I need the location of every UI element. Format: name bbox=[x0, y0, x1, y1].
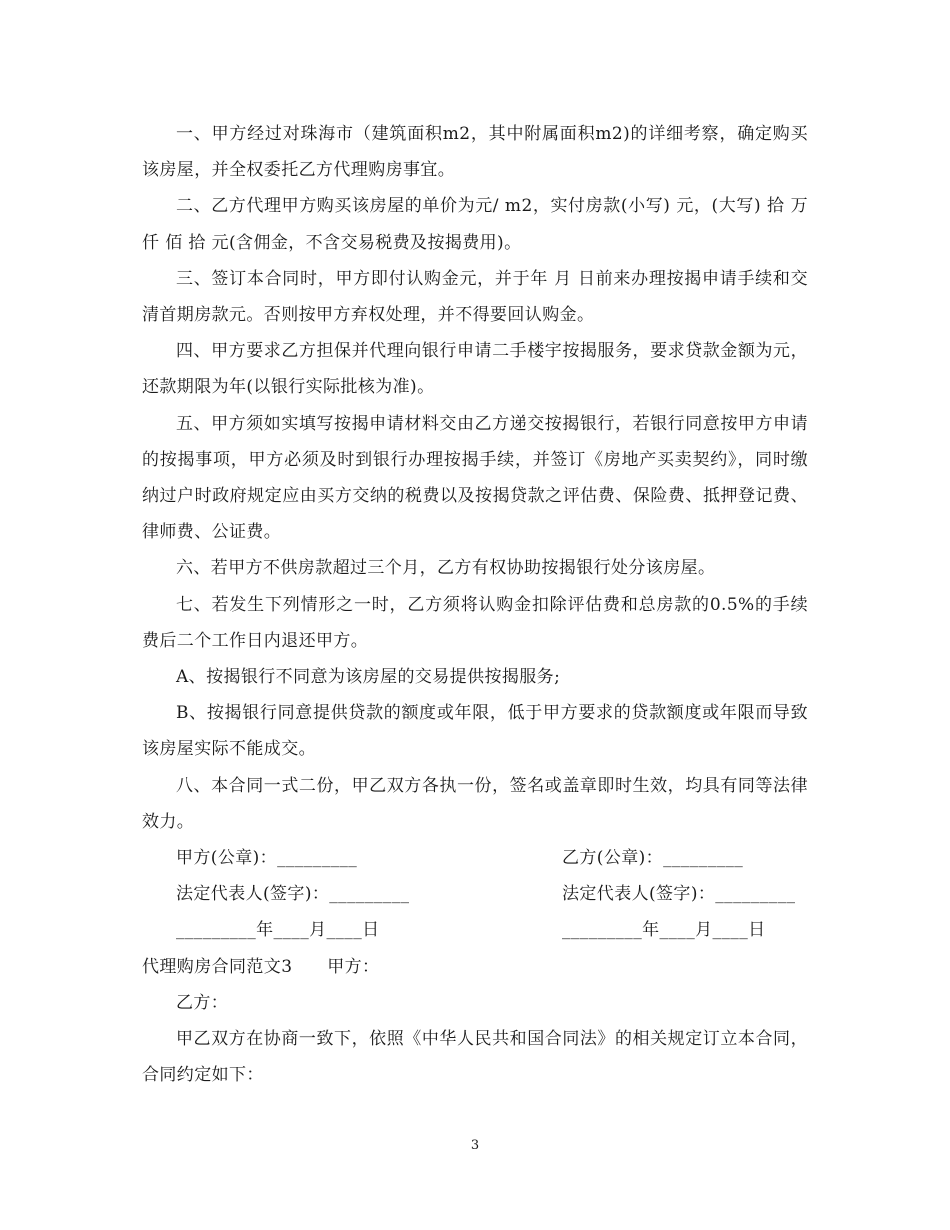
clause-8: 八、本合同一式二份，甲乙双方各执一份，签名或盖章即时生效，均具有同等法律效力。 bbox=[142, 775, 808, 832]
party-a-seal-field: 甲方(公章)：_________ bbox=[176, 848, 358, 869]
clause-3: 三、签订本合同时，甲方即付认购金元，并于年 月 日前来办理按揭申请手续和交清首期房款元。否则按甲方弃权处理，并不得要回认购金。 bbox=[142, 268, 808, 326]
page-number: 3 bbox=[470, 1138, 480, 1153]
party-b-seal-field: 乙方(公章)：_________ bbox=[562, 848, 744, 869]
clause-7: 七、若发生下列情形之一时，乙方须将认购金扣除评估费和总房款的0.5%的手续费后二个工作日内退还甲方。 bbox=[142, 594, 808, 651]
clause-7a: A、按揭银行不同意为该房屋的交易提供按揭服务; bbox=[176, 667, 561, 688]
section-3-intro: 甲乙双方在协商一致下，依照《中华人民共和国合同法》的相关规定订立本合同，合同约定如下： bbox=[142, 1029, 808, 1086]
clause-4: 四、甲方要求乙方担保并代理向银行申请二手楼宇按揭服务，要求贷款金额为元，还款期限为年(以银行实际批核为准)。 bbox=[142, 341, 808, 398]
clause-2: 二、乙方代理甲方购买该房屋的单价为元/ m2，实付房款(小写) 元，(大写) 拾 万 仟 佰 拾 元(含佣金，不含交易税费及按揭费用)。 bbox=[142, 196, 808, 253]
clause-6: 六、若甲方不供房款超过三个月，乙方有权协助按揭银行处分该房屋。 bbox=[176, 558, 716, 579]
party-b-representative-field: 法定代表人(签字)：_________ bbox=[562, 884, 796, 905]
signature-row-representative bbox=[142, 876, 808, 912]
clause-5: 五、甲方须如实填写按揭申请材料交由乙方递交按揭银行，若银行同意按甲方申请的按揭事项，甲方必须及时到银行办理按揭手续，并签订《房地产买卖契约》，同时缴纳过户时政府规定应由买方交纳的税费以及按揭贷款之评估费、保险费、抵押登记费、律师费、公证费。 bbox=[142, 413, 808, 543]
signature-row-date bbox=[142, 912, 808, 948]
document-body bbox=[142, 116, 808, 1093]
section-3-party-b: 乙方： bbox=[176, 992, 229, 1013]
clause-1: 一、甲方经过对珠海市（建筑面积m2，其中附属面积m2)的详细考察，确定购买该房屋，并全权委托乙方代理购房事宜。 bbox=[142, 124, 808, 181]
party-b-date-field: _________年____月____日 bbox=[562, 920, 766, 941]
clause-7b: B、按揭银行同意提供贷款的额度或年限，低于甲方要求的贷款额度或年限而导致该房屋实际不能成交。 bbox=[142, 703, 808, 760]
party-a-representative-field: 法定代表人(签字)：_________ bbox=[176, 884, 410, 905]
signature-row-seal bbox=[142, 840, 808, 876]
section-3-title: 代理购房合同范文3 甲方： bbox=[142, 956, 380, 977]
party-a-date-field: _________年____月____日 bbox=[176, 920, 380, 941]
